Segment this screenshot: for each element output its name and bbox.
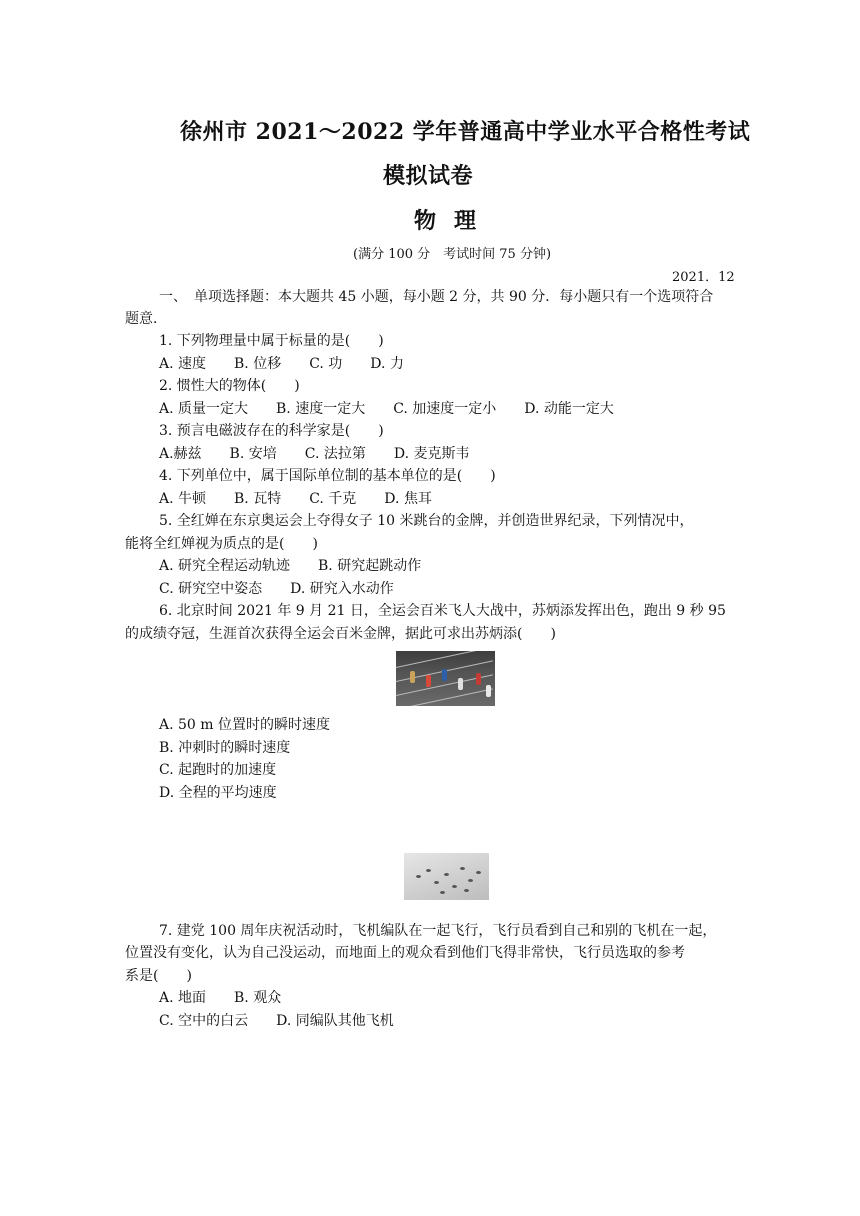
exam-title: 徐州市 2021～2022 学年普通高中学业水平合格性考试 xyxy=(180,119,751,145)
question-options: A. 速度 B. 位移 C. 功 D. 力 xyxy=(159,356,404,372)
question-options: B. 冲刺时的瞬时速度 xyxy=(159,740,291,756)
question-stem: 1. 下列物理量中属于标量的是( ) xyxy=(159,333,384,349)
question-options: C. 起跑时的加速度 xyxy=(159,762,277,778)
section-heading-cont: 题意． xyxy=(125,311,167,327)
aircraft-formation-photo xyxy=(404,853,489,900)
question-options: D. 全程的平均速度 xyxy=(159,785,277,801)
question-stem-cont: 系是( ) xyxy=(125,968,192,984)
section-heading: 一、 单项选择题：本大题共 45 小题，每小题 2 分，共 90 分．每小题只有一个选项符合 xyxy=(159,289,714,305)
question-stem: 7. 建党 100 周年庆祝活动时，飞机编队在一起飞行，飞行员看到自己和别的飞机在一起， xyxy=(159,923,717,939)
question-options: A.赫兹 B. 安培 C. 法拉第 D. 麦克斯韦 xyxy=(159,446,470,462)
sprint-race-photo xyxy=(396,651,495,706)
question-options: A. 研究全程运动轨迹 B. 研究起跳动作 xyxy=(159,558,422,574)
question-stem-cont: 能将全红婵视为质点的是( ) xyxy=(125,536,318,552)
exam-subtitle: 模拟试卷 xyxy=(383,163,474,189)
question-stem: 6. 北京时间 2021 年 9 月 21 日，全运会百米飞人大战中，苏炳添发挥出色，跑出 9 秒 95 xyxy=(159,603,726,619)
question-options: A. 50 m 位置时的瞬时速度 xyxy=(159,717,331,733)
question-options: A. 地面 B. 观众 xyxy=(159,990,282,1006)
exam-date: 2021．12 xyxy=(672,270,735,285)
question-options: A. 质量一定大 B. 速度一定大 C. 加速度一定小 D. 动能一定大 xyxy=(159,401,614,417)
question-stem: 3. 预言电磁波存在的科学家是( ) xyxy=(159,423,384,439)
subject-title: 物理 xyxy=(414,208,495,234)
question-stem: 4. 下列单位中，属于国际单位制的基本单位的是( ) xyxy=(159,468,496,484)
exam-info: (满分 100 分 考试时间 75 分钟) xyxy=(353,247,552,262)
question-stem-cont: 的成绩夺冠，生涯首次获得全运会百米金牌，据此可求出苏炳添( ) xyxy=(125,626,556,642)
question-options: A. 牛顿 B. 瓦特 C. 千克 D. 焦耳 xyxy=(159,491,432,507)
question-stem: 5. 全红婵在东京奥运会上夺得女子 10 米跳台的金牌，并创造世界纪录，下列情况中， xyxy=(159,513,694,529)
question-options: C. 研究空中姿态 D. 研究入水动作 xyxy=(159,581,394,597)
question-stem: 2. 惯性大的物体( ) xyxy=(159,378,300,394)
question-options: C. 空中的白云 D. 同编队其他飞机 xyxy=(159,1013,394,1029)
question-stem-cont: 位置没有变化，认为自己没运动，而地面上的观众看到他们飞得非常快，飞行员选取的参考 xyxy=(125,945,685,961)
